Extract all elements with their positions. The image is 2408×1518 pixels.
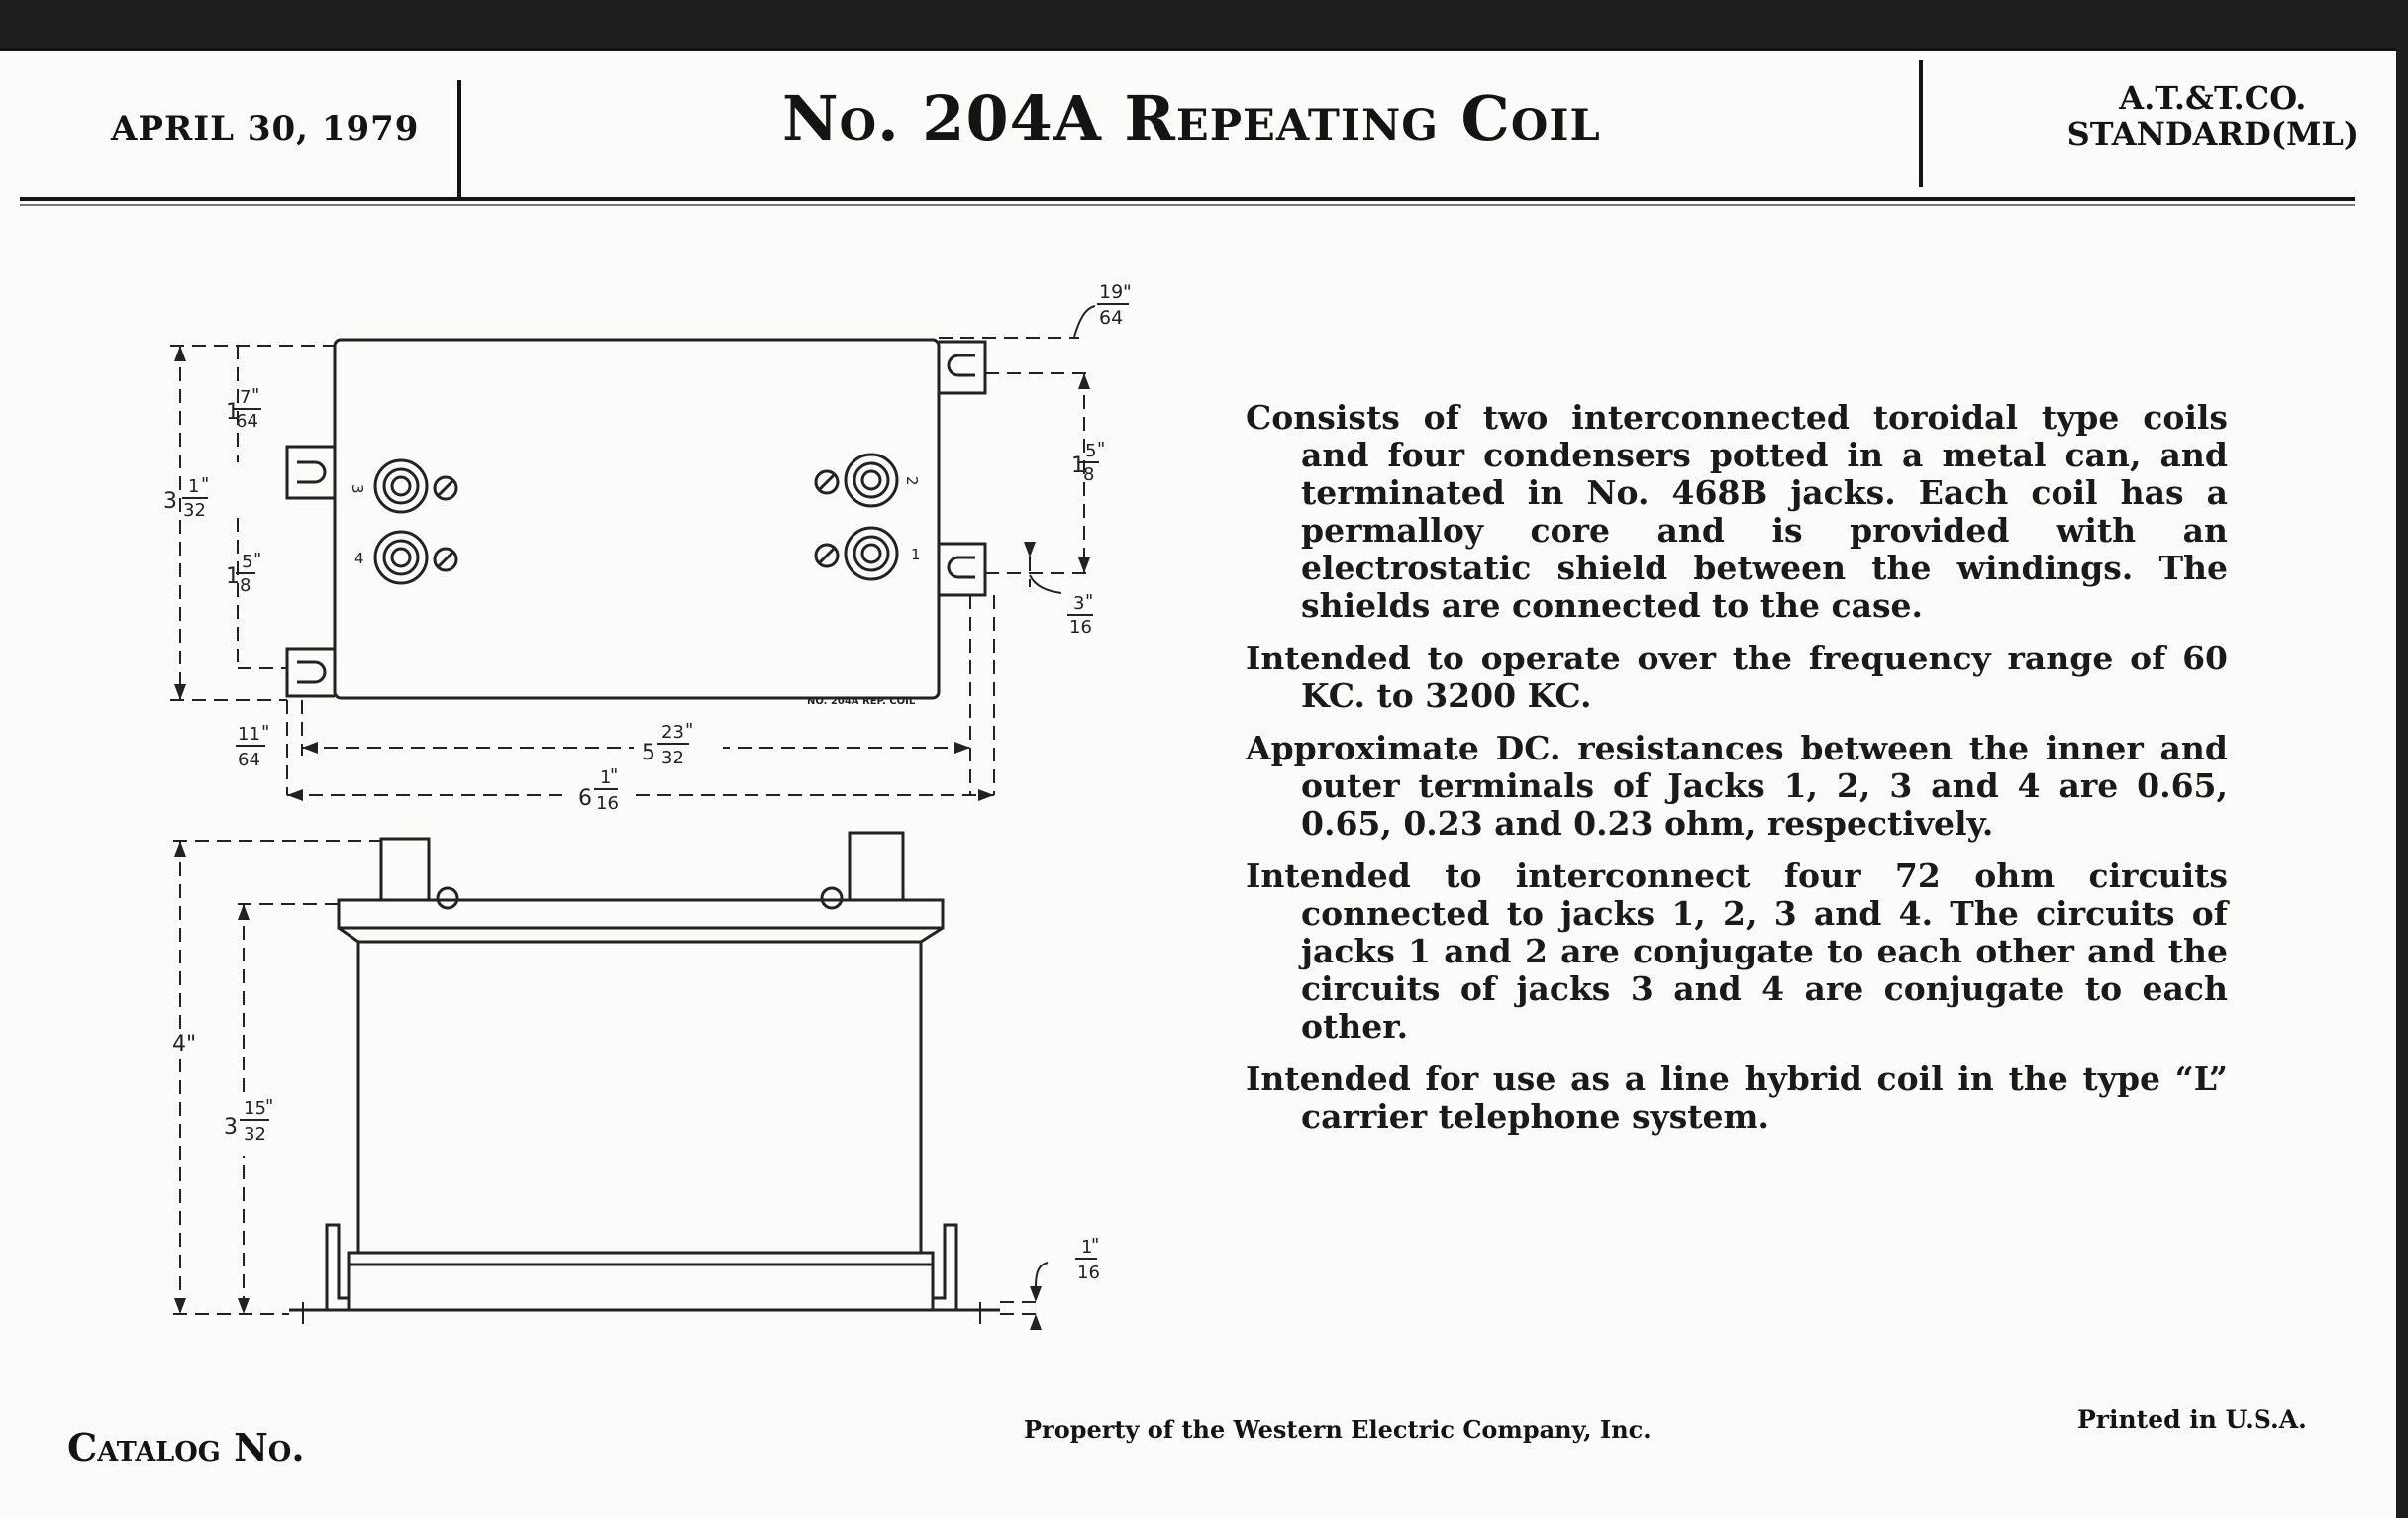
nameplate: NO. 204A REP. COIL xyxy=(807,696,916,707)
svg-text:64: 64 xyxy=(1099,307,1124,329)
dim-left-7-64 xyxy=(226,385,261,432)
description-paragraph: Intended for use as a line hybrid coil in the type “L” carrier telephone system. xyxy=(1246,1060,2228,1136)
svg-text:1: 1 xyxy=(226,564,240,589)
dim-side-4 xyxy=(172,1032,196,1057)
svg-text:16: 16 xyxy=(596,793,619,814)
svg-text:3: 3 xyxy=(163,489,177,514)
jack-label-3: 3 xyxy=(349,484,366,494)
bracket-right-lower xyxy=(939,544,985,595)
jack-1 xyxy=(816,528,897,579)
svg-text:8: 8 xyxy=(240,575,251,596)
side-lid xyxy=(339,900,943,928)
dim-top-19-64 xyxy=(1097,281,1132,329)
printed-notice: Printed in U.S.A. xyxy=(2077,1405,2307,1434)
svg-text:23: 23 xyxy=(661,722,684,743)
svg-text:1: 1 xyxy=(1071,454,1085,478)
svg-text:32: 32 xyxy=(661,748,684,768)
svg-text:3: 3 xyxy=(224,1115,238,1140)
svg-text:32: 32 xyxy=(183,500,206,521)
bracket-left-upper xyxy=(287,447,335,498)
svg-text:": " xyxy=(261,722,270,743)
jack-label-4: 4 xyxy=(354,550,364,567)
svg-text:5: 5 xyxy=(1085,441,1097,461)
svg-text:": " xyxy=(251,385,260,406)
side-base xyxy=(349,1265,933,1310)
svg-text:6: 6 xyxy=(578,786,592,811)
dim-bottom-11-64 xyxy=(236,722,269,770)
svg-text:": " xyxy=(610,765,619,786)
svg-text:5: 5 xyxy=(242,552,253,572)
dim-left-3-1-32 xyxy=(163,474,209,521)
svg-text:64: 64 xyxy=(238,750,260,770)
property-notice: Property of the Western Electric Company, Inc. xyxy=(1024,1415,1652,1444)
svg-text:1: 1 xyxy=(226,400,240,425)
top-view-case xyxy=(335,340,939,698)
issue-date: APRIL 30, 1979 xyxy=(111,109,420,149)
svg-text:3: 3 xyxy=(1073,593,1085,614)
description-paragraph: Approximate DC. resistances between the inner and outer terminals of Jacks 1, 2, 3 and 4 are 0.65, 0.65, 0.23 and 0.23 ohm, respectively. xyxy=(1246,729,2228,843)
jack-4 xyxy=(375,532,456,583)
svg-text:11: 11 xyxy=(238,724,260,745)
page-title: No. 204A Repeating Coil xyxy=(782,82,1601,154)
description-paragraph: Intended to operate over the frequency range of 60 KC. to 3200 KC. xyxy=(1246,639,2228,715)
description-paragraph: Intended to interconnect four 72 ohm circuits connected to jacks 1, 2, 3 and 4. The circuits of jacks 1 and 2 are conjugate to each other and the circuits of jacks 3 and 4 are conjugate to each other. xyxy=(1246,857,2228,1046)
dim-right-3-16 xyxy=(1067,591,1093,638)
standard-line-2: STANDARD(ML) xyxy=(2066,115,2358,152)
svg-text:": " xyxy=(265,1096,274,1117)
svg-text:": " xyxy=(253,550,262,570)
dim-right-1-5-8 xyxy=(1071,439,1105,485)
svg-text:": " xyxy=(1097,439,1106,459)
catalog-number-label: Catalog No. xyxy=(67,1425,305,1469)
jack-label-1: 1 xyxy=(911,546,921,563)
svg-text:1: 1 xyxy=(188,476,200,497)
jack-label-2: 2 xyxy=(903,476,921,486)
svg-text:7: 7 xyxy=(240,387,251,408)
svg-text:4": 4" xyxy=(172,1032,197,1057)
svg-text:": " xyxy=(1123,281,1132,303)
svg-text:32: 32 xyxy=(244,1124,266,1145)
svg-text:": " xyxy=(685,720,694,741)
svg-text:8: 8 xyxy=(1083,464,1095,485)
svg-text:64: 64 xyxy=(236,411,258,432)
bracket-left-lower xyxy=(287,649,335,696)
jack-2 xyxy=(816,455,897,506)
leader-19-64 xyxy=(1074,306,1095,337)
svg-text:1: 1 xyxy=(1081,1237,1093,1258)
leader-3-16 xyxy=(1030,575,1061,593)
svg-text:19: 19 xyxy=(1099,281,1124,303)
svg-text:": " xyxy=(201,474,210,495)
bracket-right-upper xyxy=(939,342,985,393)
svg-text:": " xyxy=(1091,1235,1100,1256)
description-paragraph: Consists of two interconnected toroidal type coils and four condensers potted in a metal can, and terminated in No. 468B jacks. Each coil has a permalloy core and is provided with an electrostatic shield between the windings. The shields are connected to the case. xyxy=(1246,398,2228,625)
dim-side-1-16 xyxy=(1075,1235,1100,1283)
svg-text:5: 5 xyxy=(642,741,655,765)
leader-1-16 xyxy=(1036,1263,1048,1286)
description xyxy=(1246,399,2228,1151)
standard-line-1: A.T.&T.CO. xyxy=(2119,79,2307,117)
svg-text:1: 1 xyxy=(600,767,612,788)
svg-text:16: 16 xyxy=(1077,1263,1100,1283)
svg-text:": " xyxy=(1085,591,1094,612)
jack-3 xyxy=(375,460,456,512)
side-jack-right xyxy=(850,833,903,900)
svg-text:15: 15 xyxy=(244,1098,266,1119)
svg-text:16: 16 xyxy=(1069,617,1092,638)
side-jack-left xyxy=(381,839,429,900)
catalog-card xyxy=(0,48,2396,1518)
dim-left-1-5-8 xyxy=(226,550,261,596)
